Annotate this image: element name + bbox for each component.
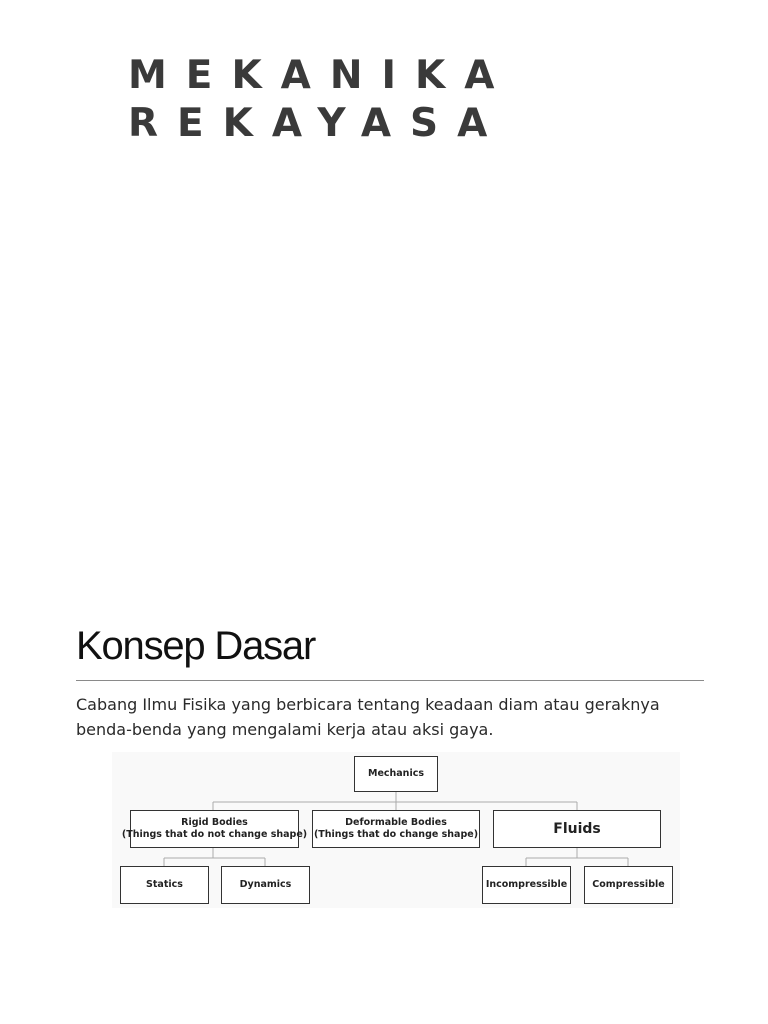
node-dynamics: Dynamics bbox=[221, 866, 310, 904]
section-paragraph: Cabang Ilmu Fisika yang berbicara tentang keadaan diam atau geraknya benda-benda yang mengalami kerja atau aksi gaya. bbox=[76, 695, 660, 739]
deformable-subtitle: (Things that do change shape) bbox=[313, 829, 479, 840]
cover-title bbox=[128, 52, 513, 148]
section-heading: Konsep Dasar bbox=[76, 624, 316, 668]
node-incompressible: Incompressible bbox=[482, 866, 571, 904]
node-compressible: Compressible bbox=[584, 866, 673, 904]
node-deformable-bodies bbox=[312, 810, 480, 848]
node-rigid-bodies bbox=[121, 810, 308, 848]
cover-title-line2: REKAYASA bbox=[128, 101, 507, 146]
node-statics: Statics bbox=[120, 866, 209, 904]
node-mechanics: Mechanics bbox=[354, 756, 438, 792]
rigid-title: Rigid Bodies bbox=[181, 817, 248, 828]
heading-divider bbox=[76, 680, 704, 681]
node-fluids: Fluids bbox=[493, 810, 661, 848]
rigid-subtitle: (Things that do not change shape) bbox=[121, 829, 308, 840]
deformable-title: Deformable Bodies bbox=[345, 817, 447, 828]
mechanics-diagram bbox=[112, 752, 680, 908]
cover-title-line1: MEKANIKA bbox=[128, 53, 514, 98]
